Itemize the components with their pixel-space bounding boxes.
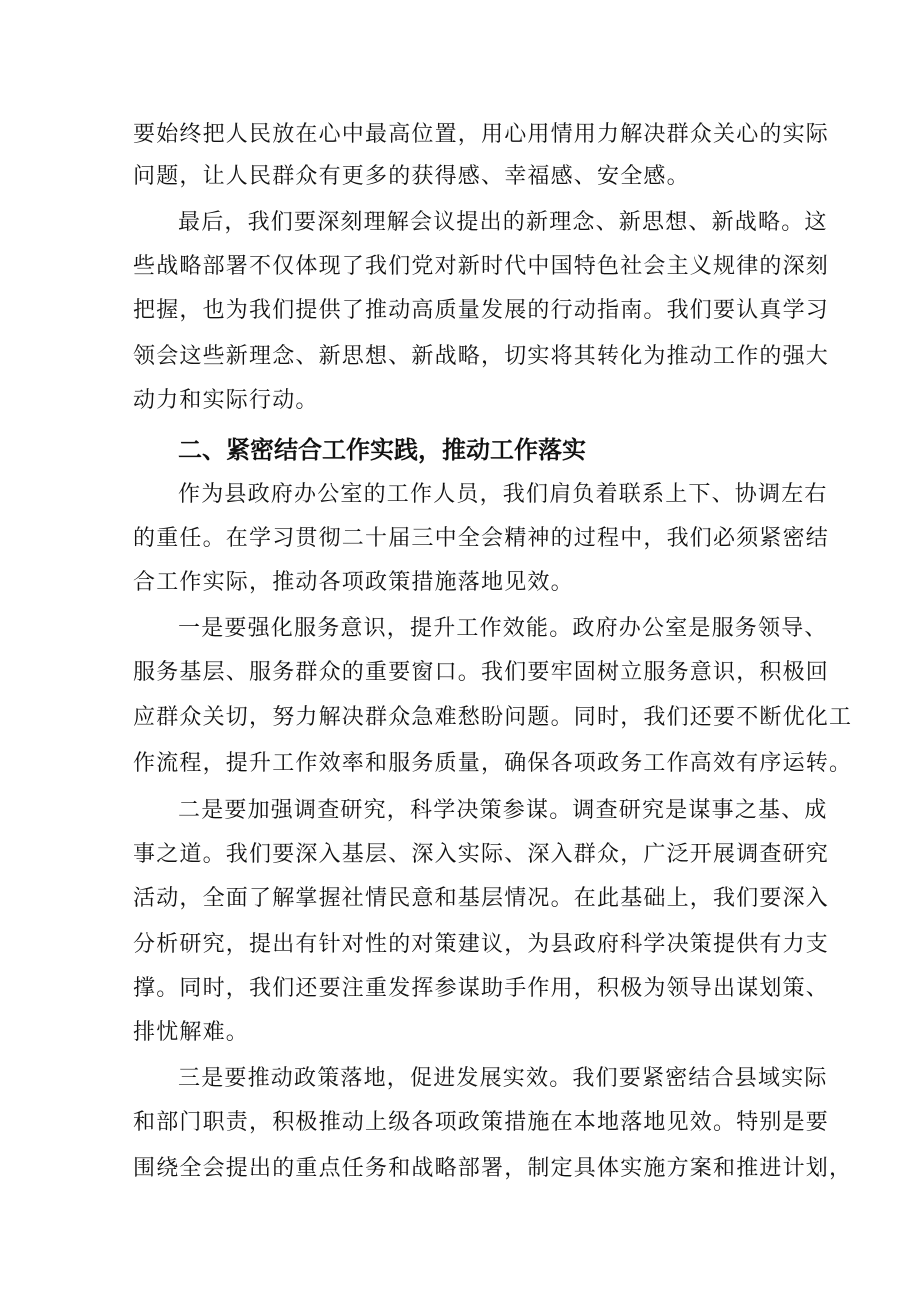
paragraph-first-line: 一是要强化服务意识，提升工作效能。政府办公室是服务领导、 — [178, 616, 828, 641]
text-line: 撑。同时，我们还要注重发挥参谋助手作用，积极为领导出谋划策、 — [133, 976, 830, 1001]
text-line: 分析研究，提出有针对性的对策建议，为县政府科学决策提供有力支 — [133, 932, 830, 957]
text-line: 要始终把人民放在心中最高位置，用心用情用力解决群众关心的实际 — [133, 122, 830, 147]
text-line: 的重任。在学习贯彻二十届三中全会精神的过程中，我们必须紧密结 — [133, 526, 830, 551]
text-line: 领会这些新理念、新思想、新战略，切实将其转化为推动工作的强大 — [133, 344, 830, 369]
text-line: 服务基层、服务群众的重要窗口。我们要牢固树立服务意识，积极回 — [133, 660, 830, 685]
paragraph-first-line: 三是要推动政策落地，促进发展实效。我们要紧密结合县域实际 — [178, 1066, 828, 1091]
section-heading: 二、紧密结合工作实践，推动工作落实 — [178, 436, 586, 464]
text-line: 应群众关切，努力解决群众急难愁盼问题。同时，我们还要不断优化工 — [133, 705, 853, 730]
text-line: 围绕全会提出的重点任务和战略部署，制定具体实施方案和推进计划， — [133, 1156, 853, 1181]
text-line: 动力和实际行动。 — [133, 388, 319, 413]
text-line: 把握，也为我们提供了推动高质量发展的行动指南。我们要认真学习 — [133, 298, 830, 323]
paragraph-first-line: 最后，我们要深刻理解会议提出的新理念、新思想、新战略。这 — [178, 210, 828, 235]
text-line: 和部门职责，积极推动上级各项政策措施在本地落地见效。特别是要 — [133, 1110, 830, 1135]
text-line: 问题，让人民群众有更多的获得感、幸福感、安全感。 — [133, 164, 690, 189]
text-line: 作流程，提升工作效率和服务质量，确保各项政务工作高效有序运转。 — [133, 751, 853, 776]
text-line: 些战略部署不仅体现了我们党对新时代中国特色社会主义规律的深刻 — [133, 254, 830, 279]
text-line: 活动，全面了解掌握社情民意和基层情况。在此基础上，我们要深入 — [133, 886, 830, 911]
paragraph-first-line: 二是要加强调查研究，科学决策参谋。调查研究是谋事之基、成 — [178, 798, 828, 823]
paragraph-first-line: 作为县政府办公室的工作人员，我们肩负着联系上下、协调左右 — [178, 482, 828, 507]
text-line: 排忧解难。 — [133, 1020, 250, 1045]
text-line: 合工作实际，推动各项政策措施落地见效。 — [133, 570, 574, 595]
text-line: 事之道。我们要深入基层、深入实际、深入群众，广泛开展调查研究 — [133, 842, 830, 867]
